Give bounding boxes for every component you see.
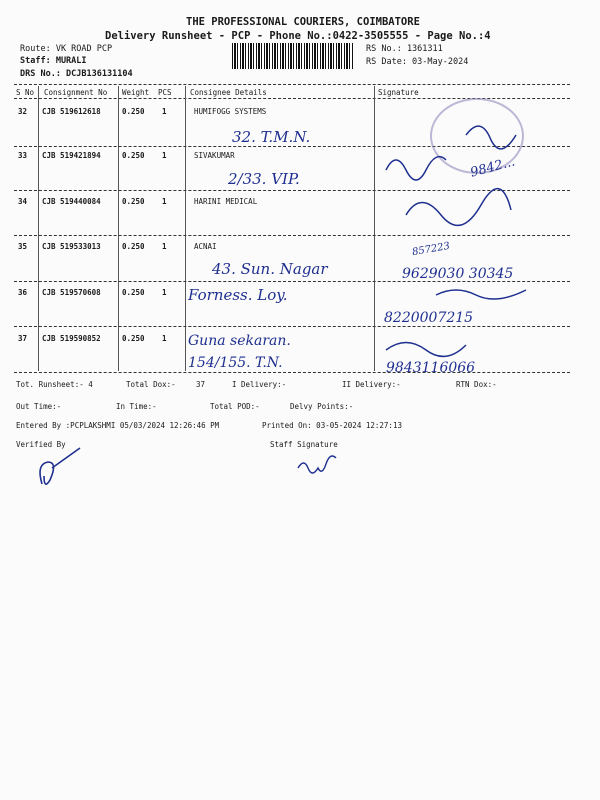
row-weight: 0.250 xyxy=(122,151,145,160)
printed-on: Printed On: 03-05-2024 12:27:13 xyxy=(262,421,402,430)
row-consignee: ACNAI xyxy=(194,242,217,251)
total-runsheet: Tot. Runsheet:- 4 xyxy=(16,380,93,389)
in-time: In Time:- xyxy=(116,402,157,411)
row-weight: 0.250 xyxy=(122,334,145,343)
ii-delivery: II Delivery:- xyxy=(342,380,401,389)
row-weight: 0.250 xyxy=(122,242,145,251)
row-consignment: CJB 519440084 xyxy=(42,197,101,206)
handwritten-phone: 857223 xyxy=(411,240,451,259)
handwritten-phone: 9843116066 xyxy=(386,360,476,376)
row-sno: 35 xyxy=(18,242,28,251)
row-consignment: CJB 519533013 xyxy=(42,242,101,251)
handwritten-phone: 9842... xyxy=(468,154,517,181)
verifier-signature xyxy=(30,446,90,490)
entered-by: Entered By :PCPLAKSHMI 05/03/2024 12:26:46 PM xyxy=(16,421,220,430)
col-divider xyxy=(185,86,186,371)
row-sno: 36 xyxy=(18,288,28,297)
row-weight: 0.250 xyxy=(122,288,145,297)
row-consignee: HUMIFOGG SYSTEMS xyxy=(194,107,267,116)
staff-signature xyxy=(294,452,344,478)
rs-number: RS No.: 1361311 xyxy=(366,44,443,54)
col-weight: Weight xyxy=(122,88,150,97)
row-pcs: 1 xyxy=(162,288,167,297)
col-consignment: Consignment No xyxy=(44,88,108,97)
row-sno: 33 xyxy=(18,151,28,160)
row-consignment: CJB 519612618 xyxy=(42,107,101,116)
handwritten-phone: 9629030 30345 xyxy=(402,266,514,282)
runsheet-subtitle: Delivery Runsheet - PCP - Phone No.:0422-3505555 - Page No.:4 xyxy=(105,30,491,42)
rtn-dox: RTN Dox:- xyxy=(456,380,497,389)
row-note: 43. Sun. Nagar xyxy=(212,260,328,278)
row-sno: 32 xyxy=(18,107,28,116)
row-sno: 34 xyxy=(18,197,28,206)
col-divider xyxy=(374,86,375,371)
handwritten-phone: 8220007215 xyxy=(384,310,474,326)
row-consignment: CJB 519590852 xyxy=(42,334,101,343)
total-dox-label: Total Dox:- xyxy=(126,380,176,389)
row-sno: 37 xyxy=(18,334,28,343)
row-pcs: 1 xyxy=(162,151,167,160)
row-consignment: CJB 519421894 xyxy=(42,151,101,160)
table-top-rule xyxy=(14,84,570,85)
col-sno: S No xyxy=(16,88,35,97)
row-pcs: 1 xyxy=(162,334,167,343)
row-pcs: 1 xyxy=(162,242,167,251)
row-consignment: CJB 519570608 xyxy=(42,288,101,297)
drs-number: DRS No.: DCJB136131104 xyxy=(20,69,133,79)
row-weight: 0.250 xyxy=(122,107,145,116)
row-note: Guna sekaran. 154/155. T.N. xyxy=(188,333,291,371)
row-note: Forness. Loy. xyxy=(188,286,288,304)
row-consignee: SIVAKUMAR xyxy=(194,151,235,160)
col-consignee: Consignee Details xyxy=(190,88,267,97)
row-weight: 0.250 xyxy=(122,197,145,206)
row-note: 2/33. VIP. xyxy=(228,170,300,188)
i-delivery: I Delivery:- xyxy=(232,380,287,389)
verified-by-label: Verified By xyxy=(16,440,66,449)
barcode xyxy=(232,43,354,69)
staff: Staff: MURALI xyxy=(20,56,87,66)
route: Route: VK ROAD PCP xyxy=(20,44,113,54)
row-pcs: 1 xyxy=(162,107,167,116)
signature-scribbles xyxy=(376,100,576,380)
rs-date: RS Date: 03-May-2024 xyxy=(366,57,469,67)
out-time: Out Time:- xyxy=(16,402,62,411)
staff-signature-label: Staff Signature xyxy=(270,440,338,449)
col-signature: Signature xyxy=(378,88,419,97)
row-pcs: 1 xyxy=(162,197,167,206)
col-divider xyxy=(118,86,119,371)
company-name: THE PROFESSIONAL COURIERS, COIMBATORE xyxy=(186,16,420,28)
col-pcs: PCS xyxy=(158,88,172,97)
col-divider xyxy=(38,86,39,371)
total-pod: Total POD:- xyxy=(210,402,260,411)
row-consignee: HARINI MEDICAL xyxy=(194,197,258,206)
row-note: 32. T.M.N. xyxy=(232,128,311,146)
total-dox-count: 37 xyxy=(196,380,206,389)
delvy-points: Delvy Points:- xyxy=(290,402,354,411)
